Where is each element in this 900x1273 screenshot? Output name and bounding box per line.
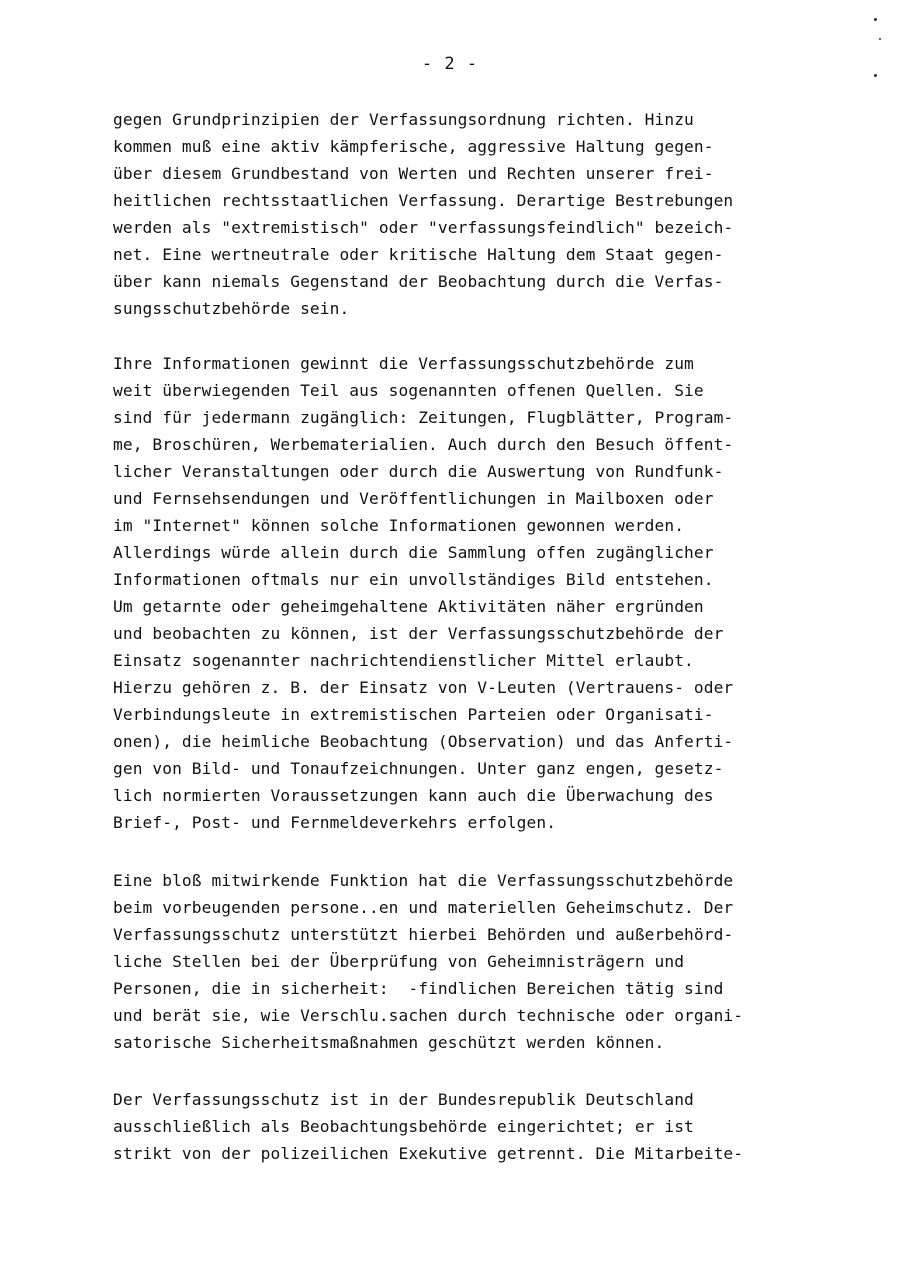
paragraph-1 — [113, 106, 733, 322]
text-line: me, Broschüren, Werbematerialien. Auch durch den Besuch öffent- — [113, 435, 734, 454]
text-line: Um getarnte oder geheimgehaltene Aktivitäten näher ergründen — [113, 597, 704, 616]
paragraph-4 — [113, 1086, 743, 1167]
text-line: net. Eine wertneutrale oder kritische Haltung dem Staat gegen- — [113, 245, 724, 264]
text-line: Verfassungsschutz unterstützt hierbei Behörden und außerbehörd- — [113, 925, 734, 944]
text-line: kommen muß eine aktiv kämpferische, aggressive Haltung gegen- — [113, 137, 714, 156]
text-line: licher Veranstaltungen oder durch die Auswertung von Rundfunk- — [113, 462, 724, 481]
text-line: und beobachten zu können, ist der Verfassungsschutzbehörde der — [113, 624, 724, 643]
text-line: ausschließlich als Beobachtungsbehörde eingerichtet; er ist — [113, 1117, 694, 1136]
text-line: Einsatz sogenannter nachrichtendienstlicher Mittel erlaubt. — [113, 651, 694, 670]
text-line: Brief-, Post- und Fernmeldeverkehrs erfolgen. — [113, 813, 557, 832]
text-line: und berät sie, wie Verschlu.sachen durch technische oder organi- — [113, 1006, 744, 1025]
text-line: und Fernsehsendungen und Veröffentlichungen in Mailboxen oder — [113, 489, 714, 508]
text-line: sind für jedermann zugänglich: Zeitungen, Flugblätter, Program- — [113, 408, 734, 427]
paragraph-3 — [113, 867, 743, 1056]
text-line: beim vorbeugenden persone..en und materiellen Geheimschutz. Der — [113, 898, 734, 917]
page-number: - 2 - — [421, 54, 479, 74]
paragraph-2 — [113, 350, 733, 836]
text-line: Personen, die in sicherheit: -findlichen Bereichen tätig sind — [113, 979, 724, 998]
text-line: sungsschutzbehörde sein. — [113, 299, 350, 318]
text-line: gen von Bild- und Tonaufzeichnungen. Unter ganz engen, gesetz- — [113, 759, 724, 778]
text-line: heitlichen rechtsstaatlichen Verfassung. Derartige Bestrebungen — [113, 191, 734, 210]
text-line: über kann niemals Gegenstand der Beobachtung durch die Verfas- — [113, 272, 724, 291]
text-line: Informationen oftmals nur ein unvollständiges Bild entstehen. — [113, 570, 714, 589]
text-line: Ihre Informationen gewinnt die Verfassungsschutzbehörde zum — [113, 354, 694, 373]
text-line: strikt von der polizeilichen Exekutive getrennt. Die Mitarbeite- — [113, 1144, 744, 1163]
text-line: über diesem Grundbestand von Werten und Rechten unserer frei- — [113, 164, 714, 183]
text-line: gegen Grundprinzipien der Verfassungsordnung richten. Hinzu — [113, 110, 694, 129]
text-line: Der Verfassungsschutz ist in der Bundesrepublik Deutschland — [113, 1090, 694, 1109]
text-line: liche Stellen bei der Überprüfung von Geheimnisträgern und — [113, 952, 685, 971]
text-line: Eine bloß mitwirkende Funktion hat die Verfassungsschutzbehörde — [113, 871, 734, 890]
text-line: werden als "extremistisch" oder "verfassungsfeindlich" bezeich- — [113, 218, 734, 237]
scan-speck — [874, 74, 877, 77]
text-line: weit überwiegenden Teil aus sogenannten offenen Quellen. Sie — [113, 381, 704, 400]
text-line: Verbindungsleute in extremistischen Parteien oder Organisati- — [113, 705, 714, 724]
scan-speck — [874, 18, 877, 21]
text-line: Allerdings würde allein durch die Sammlung offen zugänglicher — [113, 543, 714, 562]
scan-speck — [879, 38, 881, 40]
text-line: im "Internet" können solche Informationen gewonnen werden. — [113, 516, 685, 535]
text-line: lich normierten Voraussetzungen kann auch die Überwachung des — [113, 786, 714, 805]
text-line: Hierzu gehören z. B. der Einsatz von V-Leuten (Vertrauens- oder — [113, 678, 734, 697]
text-line: onen), die heimliche Beobachtung (Observation) und das Anferti- — [113, 732, 734, 751]
text-line: satorische Sicherheitsmaßnahmen geschützt werden können. — [113, 1033, 665, 1052]
